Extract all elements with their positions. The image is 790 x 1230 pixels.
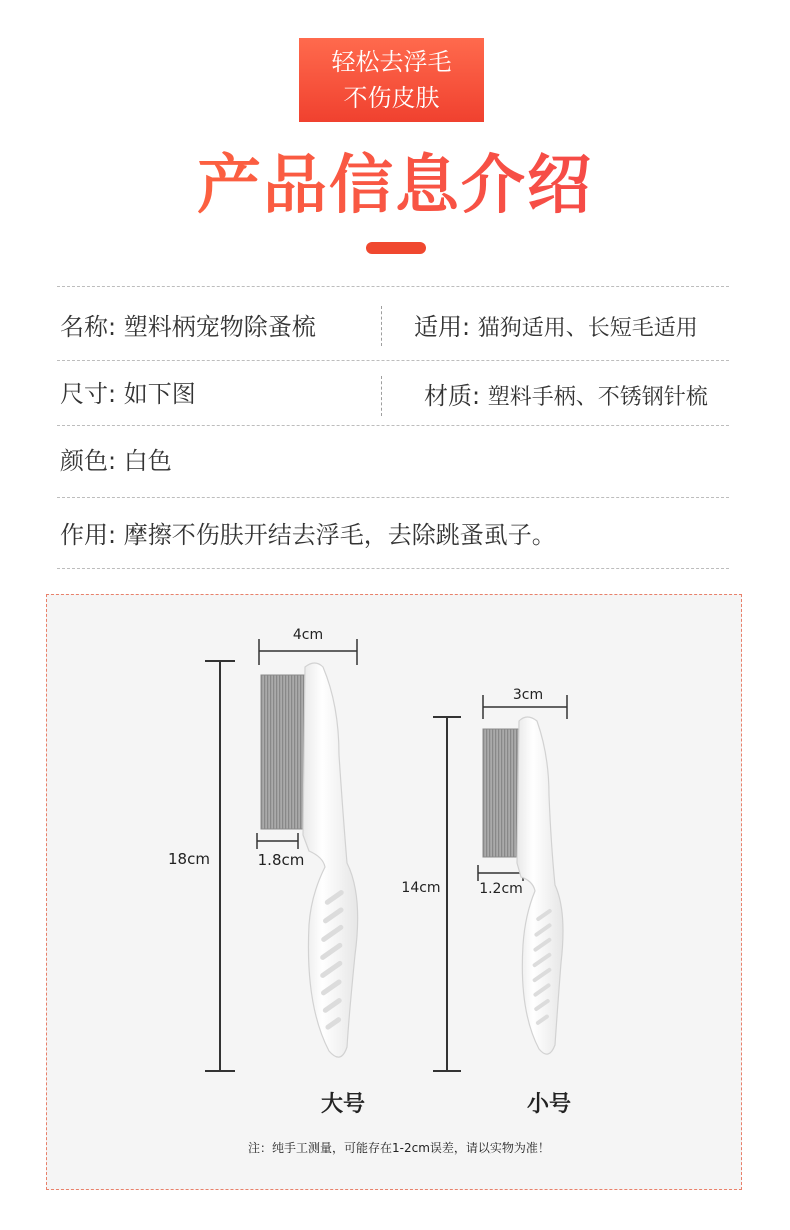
large-size-label: 大号 [320,1092,366,1117]
size-diagram [47,595,741,1189]
spec-color [60,446,172,476]
spec-name [60,312,316,342]
comb-teeth [483,729,521,857]
spec-color-value: 白色 [123,447,172,475]
promo-badge [299,38,484,122]
spec-size-key: 尺寸: [60,380,117,408]
title-underline [366,242,426,254]
measurement-note: 注：纯手工测量，可能存在1-2cm误差，请以实物为准！ [248,1141,550,1155]
spec-use [60,520,556,550]
spec-material-value: 塑料手柄、不锈钢针梳 [487,385,708,410]
comb-teeth [261,675,307,829]
small-teeth-label: 1.2cm [479,881,523,897]
divider [57,286,729,287]
large-teeth-label: 1.8cm [257,851,305,869]
spec-size [60,379,196,409]
divider [57,497,729,498]
spec-use-key: 作用: [60,521,117,549]
size-diagram-panel [46,594,742,1190]
small-size-label: 小号 [526,1092,572,1117]
divider [57,568,729,569]
small-length-label: 14cm [401,880,441,896]
spec-size-value: 如下图 [123,380,196,408]
divider [57,360,729,361]
spec-use-value: 摩擦不伤肤开结去浮毛，去除跳蚤虱子。 [123,521,556,549]
column-divider [381,376,382,416]
column-divider [381,306,382,346]
small-width-label: 3cm [512,687,544,703]
spec-name-key: 名称: [60,313,117,341]
divider [57,425,729,426]
spec-material [424,381,708,413]
spec-apply-value: 猫狗适用、长短毛适用 [477,316,698,341]
spec-name-value: 塑料柄宠物除蚤梳 [123,313,316,341]
promo-badge-line2: 不伤皮肤 [343,84,440,112]
spec-material-key: 材质: [424,382,481,410]
spec-color-key: 颜色: [60,447,117,475]
large-width-label: 4cm [292,627,324,643]
spec-apply-key: 适用: [414,313,471,341]
large-length-label: 18cm [168,850,210,868]
spec-apply [414,312,698,344]
promo-badge-line1: 轻松去浮毛 [331,48,452,76]
section-title: 产品信息介绍 [0,146,790,226]
comb-handle [517,717,563,1054]
comb-handle [303,663,358,1057]
